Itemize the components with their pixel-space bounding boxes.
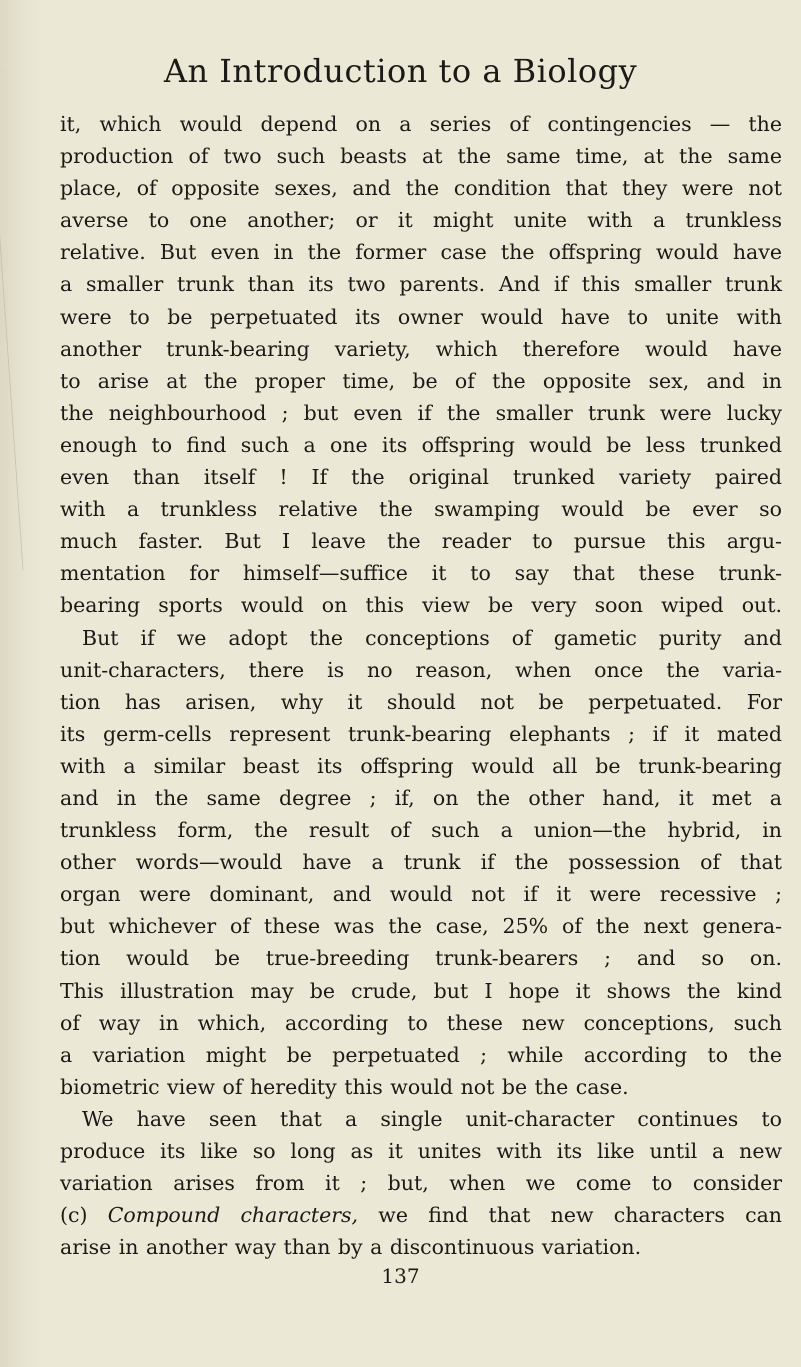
text-line: its germ-cells represent trunk-bearing elephants ; if it mated <box>60 721 782 746</box>
text-line: to arise at the proper time, be of the opposite sex, and in <box>60 368 782 393</box>
running-header: An Introduction to a Biology <box>163 52 638 90</box>
text-line: variation arises from it ; but, when we come to consider <box>60 1171 782 1196</box>
text-line: were to be perpetuated its owner would have to unite with <box>60 304 782 329</box>
text-line: with a trunkless relative the swamping would be ever so <box>60 497 782 522</box>
text-line-compound-characters <box>60 1199 782 1231</box>
text-line: production of two such beasts at the same time, at the same <box>60 144 782 169</box>
text-line: a variation might be perpetuated ; while according to the <box>60 1042 782 1067</box>
text-line: relative. But even in the former case the offspring would have <box>60 240 782 265</box>
text-line: We have seen that a single unit-character continues to <box>82 1106 782 1131</box>
text-line: unit-characters, there is no reason, when once the varia- <box>60 657 782 682</box>
text-line: it, which would depend on a series of contingencies — the <box>60 112 782 136</box>
text-rest: we find that new characters can <box>358 1203 782 1228</box>
text-line: a smaller trunk than its two parents. And if this smaller trunk <box>60 272 782 297</box>
text-line: even than itself ! If the original trunked variety paired <box>60 465 782 490</box>
text-line: arise in another way than by a discontinuous variation. <box>60 1235 642 1260</box>
text-line: much faster. But I leave the reader to pursue this argu- <box>60 529 782 554</box>
text-line: and in the same degree ; if, on the other hand, it met a <box>60 785 782 810</box>
text-line: other words—would have a trunk if the possession of that <box>60 850 782 875</box>
text-line: averse to one another; or it might unite with a trunkless <box>60 208 782 233</box>
italic-term: Compound characters, <box>107 1203 359 1228</box>
text-line: the neighbourhood ; but even if the smaller trunk were lucky <box>60 400 782 425</box>
text-line: bearing sports would on this view be very soon wiped out. <box>60 593 782 618</box>
text-line: enough to find such a one its offspring would be less trunked <box>60 432 782 457</box>
text-line: mentation for himself—suffice it to say that these trunk- <box>60 561 782 586</box>
text-line: biometric view of heredity this would not be the case. <box>60 1074 629 1099</box>
text-line: organ were dominant, and would not if it were recessive ; <box>60 882 782 907</box>
text-line: tion has arisen, why it should not be perpetuated. For <box>60 689 782 714</box>
text-line: place, of opposite sexes, and the condition that they were not <box>60 176 782 201</box>
text-line: but whichever of these was the case, 25% of the next genera- <box>60 914 782 939</box>
text-prefix: (c) <box>60 1203 108 1228</box>
text-line: trunkless form, the result of such a union—the hybrid, in <box>60 818 782 843</box>
text-line: But if we adopt the conceptions of gametic purity and <box>82 625 782 650</box>
text-line: tion would be true-breeding trunk-bearers ; and so on. <box>60 946 782 971</box>
text-line: produce its like so long as it unites with its like until a new <box>60 1139 782 1163</box>
text-line: another trunk-bearing variety, which therefore would have <box>60 336 782 361</box>
body-text <box>60 108 782 1263</box>
text-line: of way in which, according to these new conceptions, such <box>60 1010 782 1035</box>
text-line: This illustration may be crude, but I hope it shows the kind <box>60 978 782 1003</box>
text-line: with a similar beast its offspring would all be trunk-bearing <box>60 753 782 778</box>
page-number: 137 <box>381 1264 420 1288</box>
